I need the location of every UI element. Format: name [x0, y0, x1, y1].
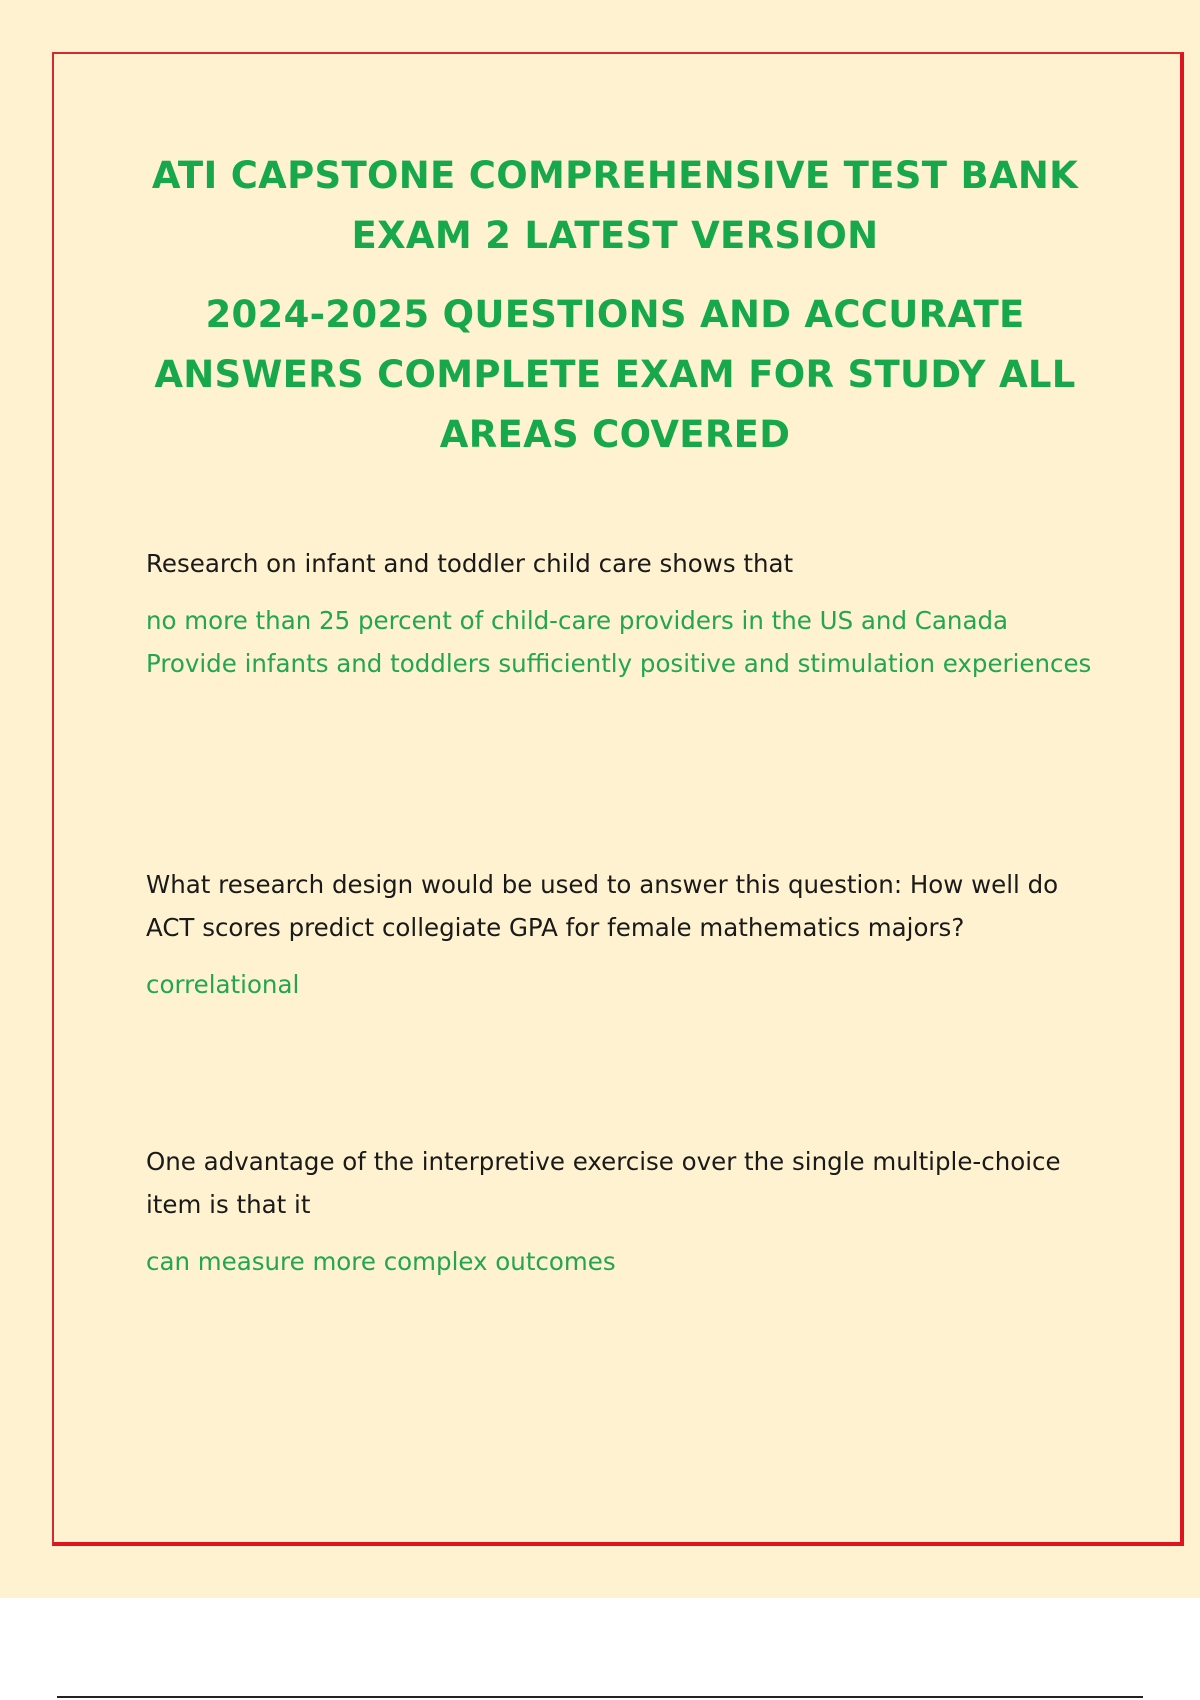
answer-2: correlational — [146, 970, 300, 999]
question-1: Research on infant and toddler child care shows that — [146, 549, 794, 578]
document-title-line-1: ATI CAPSTONE COMPREHENSIVE TEST BANK EXAM 2 LATEST VERSION — [151, 154, 1079, 257]
footer-divider — [57, 1696, 1143, 1698]
page-border-frame — [52, 52, 1184, 1546]
answer-1: no more than 25 percent of child-care providers in the US and Canada Provide infants and toddlers sufficiently positive and stimulation experiences — [146, 606, 1092, 678]
question-2: What research design would be used to answer this question: How well do ACT scores predict collegiate GPA for female mathematics majors? — [146, 870, 1059, 942]
answer-3: can measure more complex outcomes — [146, 1247, 616, 1276]
document-title-line-2: 2024-2025 QUESTIONS AND ACCURATE ANSWERS COMPLETE EXAM FOR STUDY ALL AREAS COVERED — [154, 293, 1076, 456]
question-3: One advantage of the interpretive exercise over the single multiple-choice item is that it — [146, 1147, 1061, 1219]
